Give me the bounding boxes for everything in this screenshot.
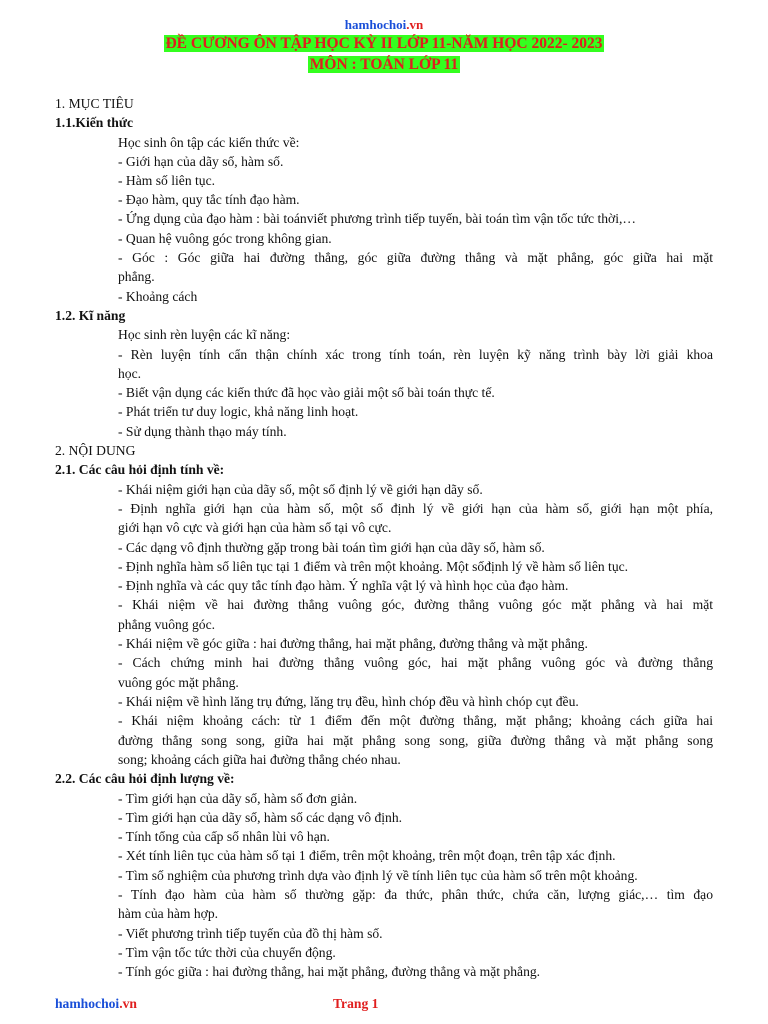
list-item: - Rèn luyện tính cẩn thận chính xác trong tính toán, rèn luyện kỹ năng trình bày lời giải khoa [118, 347, 713, 362]
list-item: - Khái niệm về hai đường thẳng vuông góc, đường thẳng vuông góc mặt phẳng và hai mặt [118, 597, 713, 612]
intro-kien-thuc: Học sinh ôn tập các kiến thức về: [118, 135, 300, 150]
list-item: - Tìm giới hạn của dãy số, hàm số đơn giản. [118, 791, 358, 806]
intro-ki-nang: Học sinh rèn luyện các kĩ năng: [118, 327, 291, 342]
list-item: - Sử dụng thành thạo máy tính. [118, 424, 287, 439]
list-item: - Tìm số nghiệm của phương trình dựa vào định lý về tính liên tục của hàm số trên một khoảng. [118, 868, 638, 883]
list-item: - Phát triển tư duy logic, khả năng linh hoạt. [118, 404, 359, 419]
list-item: - Khái niệm giới hạn của dãy số, một số định lý về giới hạn dãy số. [118, 482, 483, 497]
section-heading-muc-tieu: 1. MỤC TIÊU [55, 96, 134, 111]
subsection-heading-dinh-luong: 2.2. Các câu hỏi định lượng về: [55, 771, 235, 786]
list-item: - Tìm vận tốc tức thời của chuyển động. [118, 945, 336, 960]
list-item: - Tính đạo hàm của hàm số thường gặp: đa thức, phân thức, chứa căn, lượng giác,… tìm đạo [118, 887, 713, 902]
list-item: - Định nghĩa và các quy tắc tính đạo hàm. Ý nghĩa vật lý và hình học của đạo hàm. [118, 578, 569, 593]
list-item: - Biết vận dụng các kiến thức đã học vào giải một số bài toán thực tế. [118, 385, 495, 400]
site-domain: .vn [406, 17, 424, 32]
list-item: - Khái niệm về hình lăng trụ đứng, lăng trụ đều, hình chóp đều và hình chóp cụt đều. [118, 694, 579, 709]
document-title [0, 35, 768, 53]
section-heading-noi-dung: 2. NỘI DUNG [55, 443, 136, 458]
list-item: - Đạo hàm, quy tắc tính đạo hàm. [118, 192, 300, 207]
list-item: - Định nghĩa giới hạn của hàm số, một số định lý về giới hạn của hàm số, giới hạn một phía, [118, 501, 713, 516]
list-item: - Khoảng cách [118, 289, 198, 304]
list-item: - Ứng dụng của đạo hàm : bài toánviết phương trình tiếp tuyến, bài toán tìm vận tốc tức thời,… [118, 211, 636, 226]
page-number: Trang 1 [333, 996, 379, 1011]
site-header[interactable] [0, 17, 768, 33]
list-item-continued: phẳng. [118, 269, 155, 284]
list-item-continued: phẳng vuông góc. [118, 617, 216, 632]
footer-site-domain: .vn [119, 996, 137, 1011]
subsection-heading-kien-thuc: 1.1.Kiến thức [55, 115, 134, 130]
document-subtitle [0, 56, 768, 74]
list-item: - Định nghĩa hàm số liên tục tại 1 điểm và trên một khoảng. Một sốđịnh lý về hàm số liên tục. [118, 559, 629, 574]
document-title-text: ĐỀ CƯƠNG ÔN TẬP HỌC KỲ II LỚP 11-NĂM HỌC 2022- 2023 [165, 35, 603, 52]
list-item-continued: đường thẳng song song, giữa hai mặt phẳng song song, giữa đường thẳng và mặt phẳng song [118, 733, 713, 748]
list-item: - Khái niệm khoảng cách: từ 1 điểm đến một đường thẳng, mặt phẳng; khoảng cách giữa hai [118, 713, 713, 728]
list-item: - Các dạng vô định thường gặp trong bài toán tìm giới hạn của dãy số, hàm số. [118, 540, 545, 555]
list-item: - Khái niệm về góc giữa : hai đường thẳng, hai mặt phẳng, đường thẳng và mặt phẳng. [118, 636, 588, 651]
list-item: - Quan hệ vuông góc trong không gian. [118, 231, 332, 246]
list-item: - Tính góc giữa : hai đường thẳng, hai mặt phẳng, đường thẳng và mặt phẳng. [118, 964, 541, 979]
document-subtitle-text: MÔN : TOÁN LỚP 11 [309, 56, 459, 73]
subsection-heading-ki-nang: 1.2. Kĩ năng [55, 308, 126, 323]
list-item: - Tính tổng của cấp số nhân lùi vô hạn. [118, 829, 330, 844]
list-item-continued: học. [118, 366, 142, 381]
list-item: - Cách chứng minh hai đường thẳng vuông góc, hai mặt phẳng vuông góc và đường thẳng [118, 655, 713, 670]
list-item-continued: hàm của hàm hợp. [118, 906, 219, 921]
footer-site-link[interactable] [55, 996, 137, 1012]
list-item: - Hàm số liên tục. [118, 173, 216, 188]
list-item: - Viết phương trình tiếp tuyến của đồ thị hàm số. [118, 926, 383, 941]
site-name: hamhochoi [344, 17, 407, 32]
list-item-continued: song; khoảng cách giữa hai đường thẳng chéo nhau. [118, 752, 401, 767]
list-item: - Tìm giới hạn của dãy số, hàm số các dạng vô định. [118, 810, 403, 825]
list-item: - Góc : Góc giữa hai đường thẳng, góc giữa đường thẳng và mặt phẳng, góc giữa hai mặt [118, 250, 713, 265]
list-item-continued: vuông góc mặt phẳng. [118, 675, 239, 690]
footer-site-name: hamhochoi [55, 996, 120, 1011]
list-item: - Giới hạn của dãy số, hàm số. [118, 154, 284, 169]
subsection-heading-dinh-tinh: 2.1. Các câu hỏi định tính về: [55, 462, 225, 477]
list-item-continued: giới hạn vô cực và giới hạn của hàm số tại vô cực. [118, 520, 392, 535]
list-item: - Xét tính liên tục của hàm số tại 1 điểm, trên một khoảng, trên một đoạn, trên tập xác định. [118, 848, 616, 863]
